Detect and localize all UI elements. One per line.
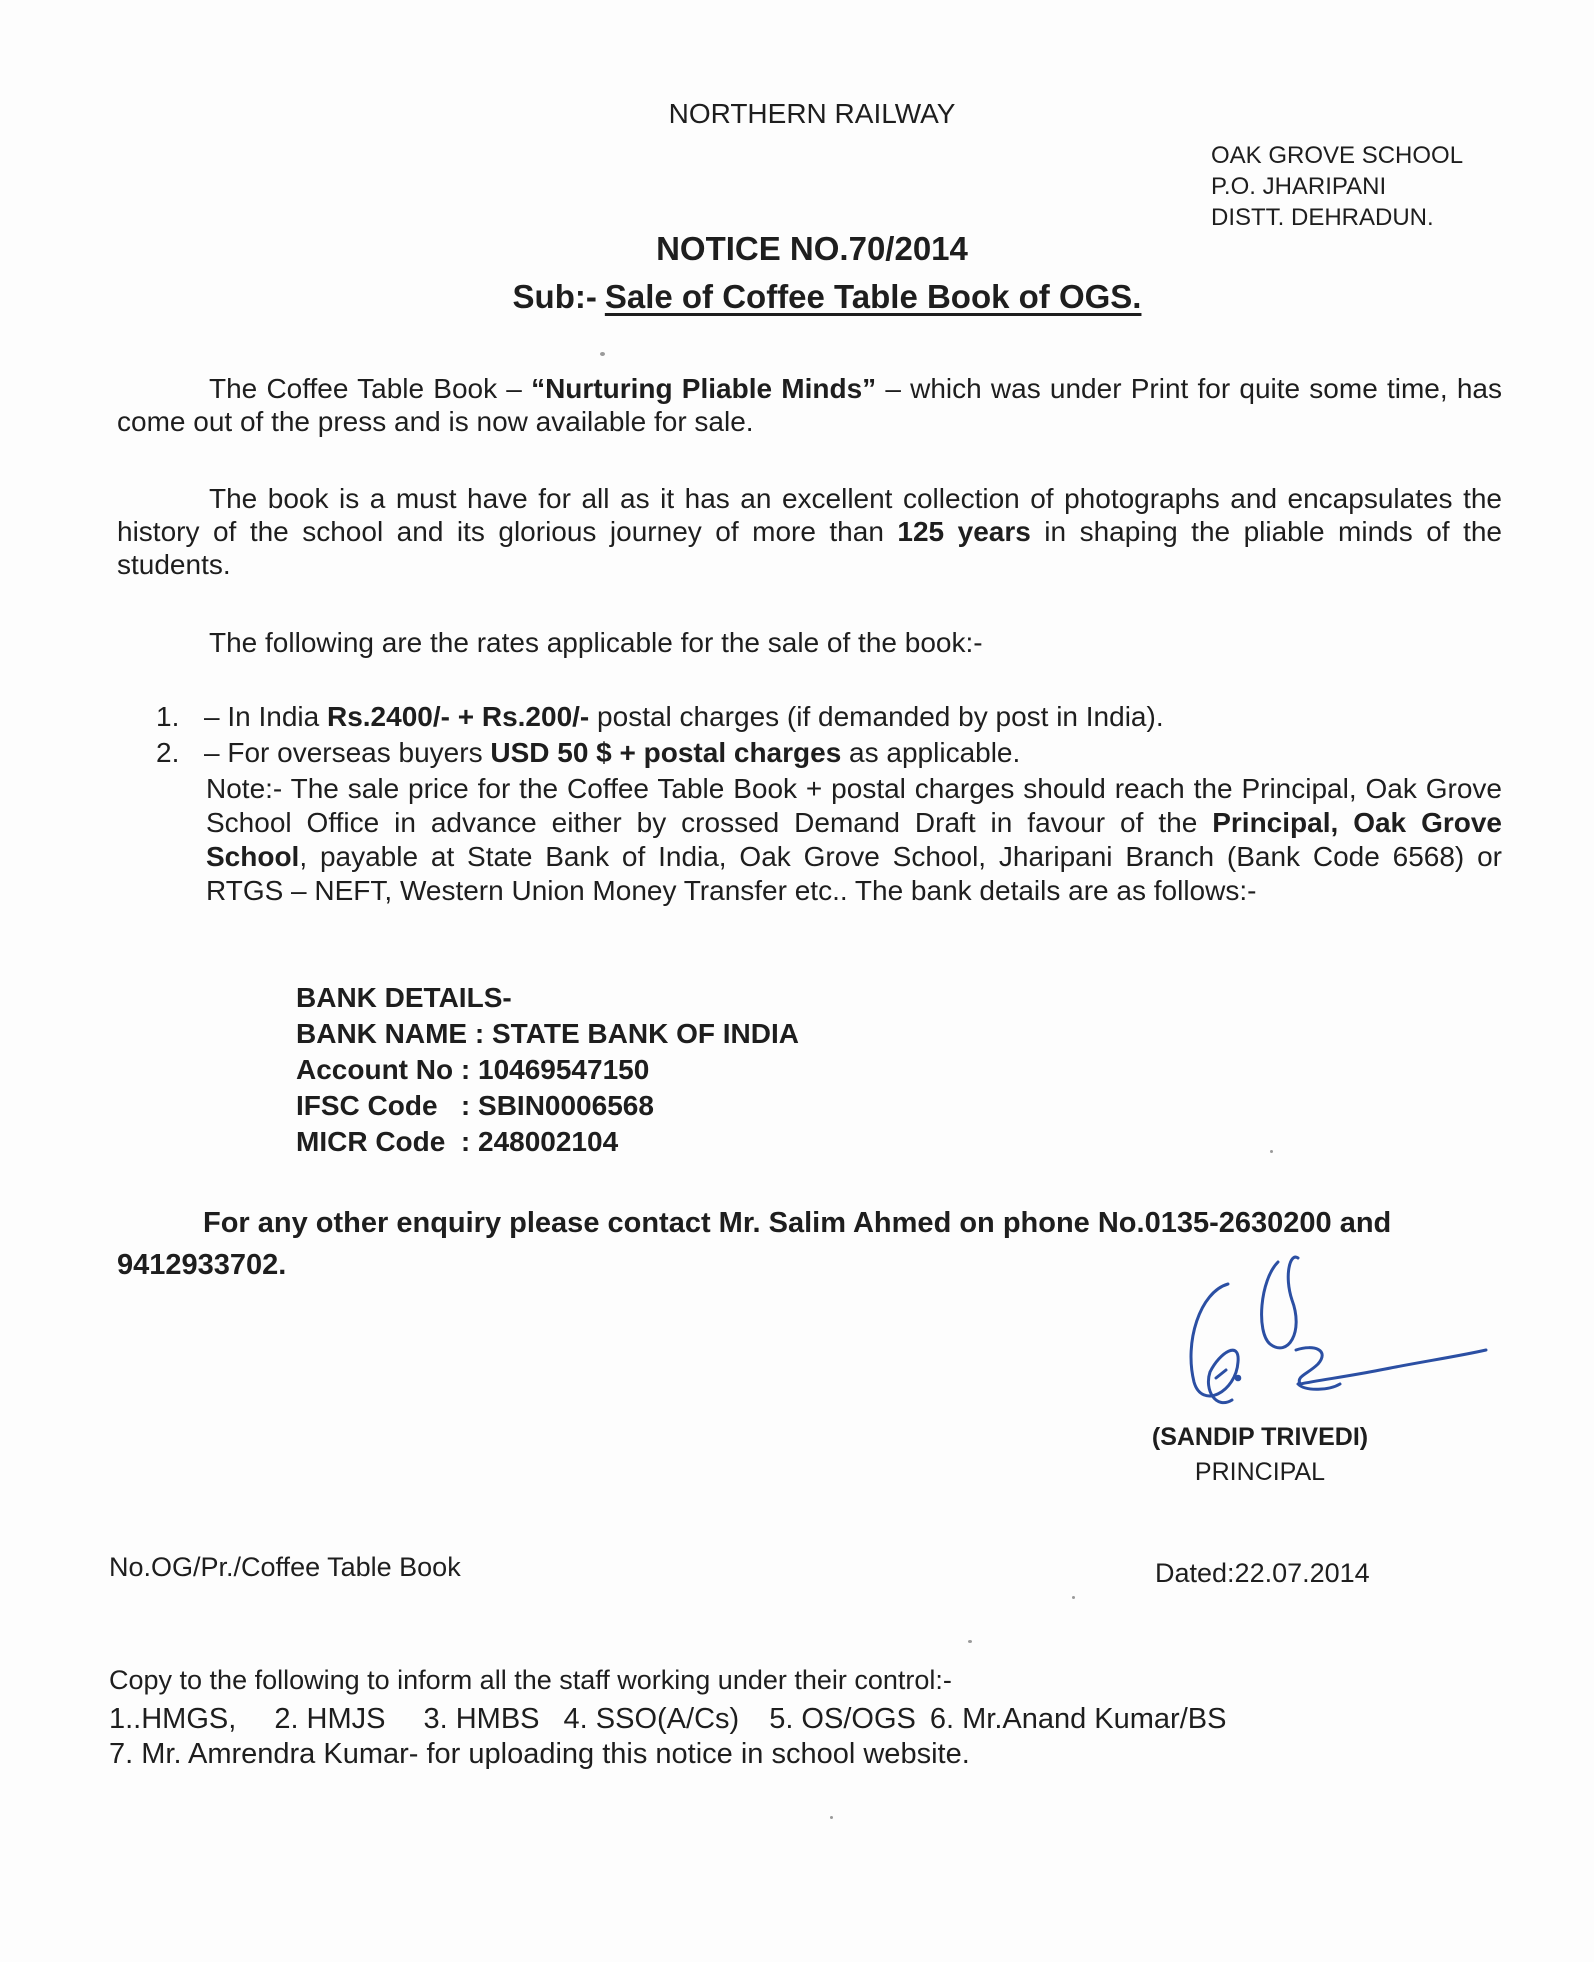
notice-date: Dated:22.07.2014	[1155, 1558, 1370, 1588]
signatory-title: PRINCIPAL	[1194, 1458, 1326, 1486]
copy-recipient: 4. SSO(A/Cs)	[563, 1703, 740, 1735]
paragraph-availability: The Coffee Table Book – “Nurturing Pliable Minds” – which was under Print for quite some time, has come out of the press and is now available for sale.	[117, 373, 1502, 437]
school-address-line: DISTT. DEHRADUN.	[1211, 204, 1434, 231]
school-address-line: OAK GROVE SCHOOL	[1211, 142, 1464, 169]
copy-recipients-row	[109, 1702, 1226, 1737]
paragraph-description: The book is a must have for all as it has an excellent collection of photographs and encapsulates the history of the school and its glorious journey of more than 125 years in shaping the pliable minds of the students.	[117, 483, 1503, 580]
notice-subject	[0, 278, 1594, 316]
book-title: “Nurturing Pliable Minds”	[531, 373, 877, 404]
bank-row: Account No : 10469547150	[296, 1054, 650, 1085]
payment-note: Note:- The sale price for the Coffee Table Book + postal charges should reach the Principal, Oak Grove School Office in advance either by crossed Demand Draft in favour of the Principal, Oak Grove School, payable at State Bank of India, Oak Grove School, Jharipani Branch (Bank Code 6568) or RTGS – NEFT, Western Union Money Transfer etc.. The bank details are as follows:-	[206, 773, 1502, 906]
paragraph-rates-intro: The following are the rates applicable for the sale of the book:-	[209, 627, 983, 658]
list-number: 2.	[156, 737, 180, 768]
bank-row: BANK NAME : STATE BANK OF INDIA	[296, 1018, 799, 1049]
years-highlight: 125 years	[897, 516, 1031, 547]
subject-prefix: Sub:-	[512, 278, 597, 315]
scan-speck	[1270, 1150, 1273, 1153]
enquiry-contact: For any other enquiry please contact Mr. Salim Ahmed on phone No.0135-2630200 and 9412933702.	[117, 1207, 1392, 1281]
scan-speck	[600, 352, 605, 356]
copy-recipients	[109, 1702, 1226, 1772]
list-number: 1.	[156, 701, 180, 732]
bank-row: IFSC Code : SBIN0006568	[296, 1090, 654, 1121]
signatory-name: (SANDIP TRIVEDI)	[1151, 1423, 1369, 1451]
copy-recipient-last: 7. Mr. Amrendra Kumar- for uploading this notice in school website.	[109, 1738, 970, 1770]
copy-recipient: 2. HMJS	[274, 1703, 386, 1735]
bank-row: MICR Code : 248002104	[296, 1126, 619, 1157]
copy-recipient: 5. OS/OGS	[769, 1703, 916, 1735]
copy-recipient: 3. HMBS	[423, 1703, 540, 1735]
subject-text: Sale of Coffee Table Book of OGS.	[604, 278, 1142, 315]
scan-speck	[1072, 1596, 1075, 1599]
scan-speck	[830, 1816, 833, 1819]
copy-heading: Copy to the following to inform all the staff working under their control:-	[109, 1665, 952, 1695]
copy-recipient: 6. Mr.Anand Kumar/BS	[929, 1703, 1227, 1735]
notice-page: NORTHERN RAILWAY OAK GROVE SCHOOL P.O. JHARIPANI DISTT. DEHRADUN. NOTICE NO.70/2014 Sub:- Sale of Coffee Table Book of OGS. The Coffee Table Book – “Nurturing Pliable Minds” – which was under Print for quite some time, has come out of the press and is now available for sale. The book is a must have for all as it has an excellent collection of photographs and encapsulates the history of the school and its glorious journey of more than 125 years in shaping the pliable minds of the students. The following are the rates applicable for the sale of the book:- 1. – In India Rs.2400/- + Rs.200/- postal charges (if demanded by post in India). 2. – For overseas buyers USD 50 $ + postal charges as applicable. Note:- The sale price for the Coffee Table Book + postal charges should reach the Principal, Oak Grove School Office in advance either by crossed Demand Draft in favour of the Principal, Oak Grove School, payable at State Bank of India, Oak Grove School, Jharipani Branch (Bank Code 6568) or RTGS – NEFT, Western Union Money Transfer etc.. The bank details are as follows:- BANK DETAILS- BANK NAME : STATE BANK OF INDIA Account No : 10469547150 IFSC Code : SBIN0006568 MICR Code : 248002104 For any other enquiry please contact Mr. Salim Ahmed on phone No.0135-2630200 and 9412933702. (SANDIP TRIVEDI) PRINCIPAL No.OG/Pr./Coffee Table Book Dated:22.07.2014 Copy to the following to inform all the staff working under their control:- 1..HMGS, 2. HMJS 3. HMBS 4. SSO(A/Cs) 5. OS/OGS 6. Mr.Anand Kumar/BS 7. Mr. Amrendra Kumar- for uploading this notice in school website.	[0, 0, 1594, 1962]
school-address	[1211, 140, 1463, 233]
scan-speck	[968, 1640, 972, 1643]
reference-number: No.OG/Pr./Coffee Table Book	[109, 1552, 461, 1582]
copy-recipient: 1..HMGS,	[109, 1703, 237, 1735]
bank-details	[296, 980, 799, 1160]
signature-image	[1180, 1232, 1490, 1432]
notice-number: NOTICE NO.70/2014	[656, 230, 968, 267]
organization-header: NORTHERN RAILWAY	[668, 98, 956, 129]
school-address-line: P.O. JHARIPANI	[1211, 173, 1387, 200]
bank-details-heading: BANK DETAILS-	[296, 982, 512, 1013]
